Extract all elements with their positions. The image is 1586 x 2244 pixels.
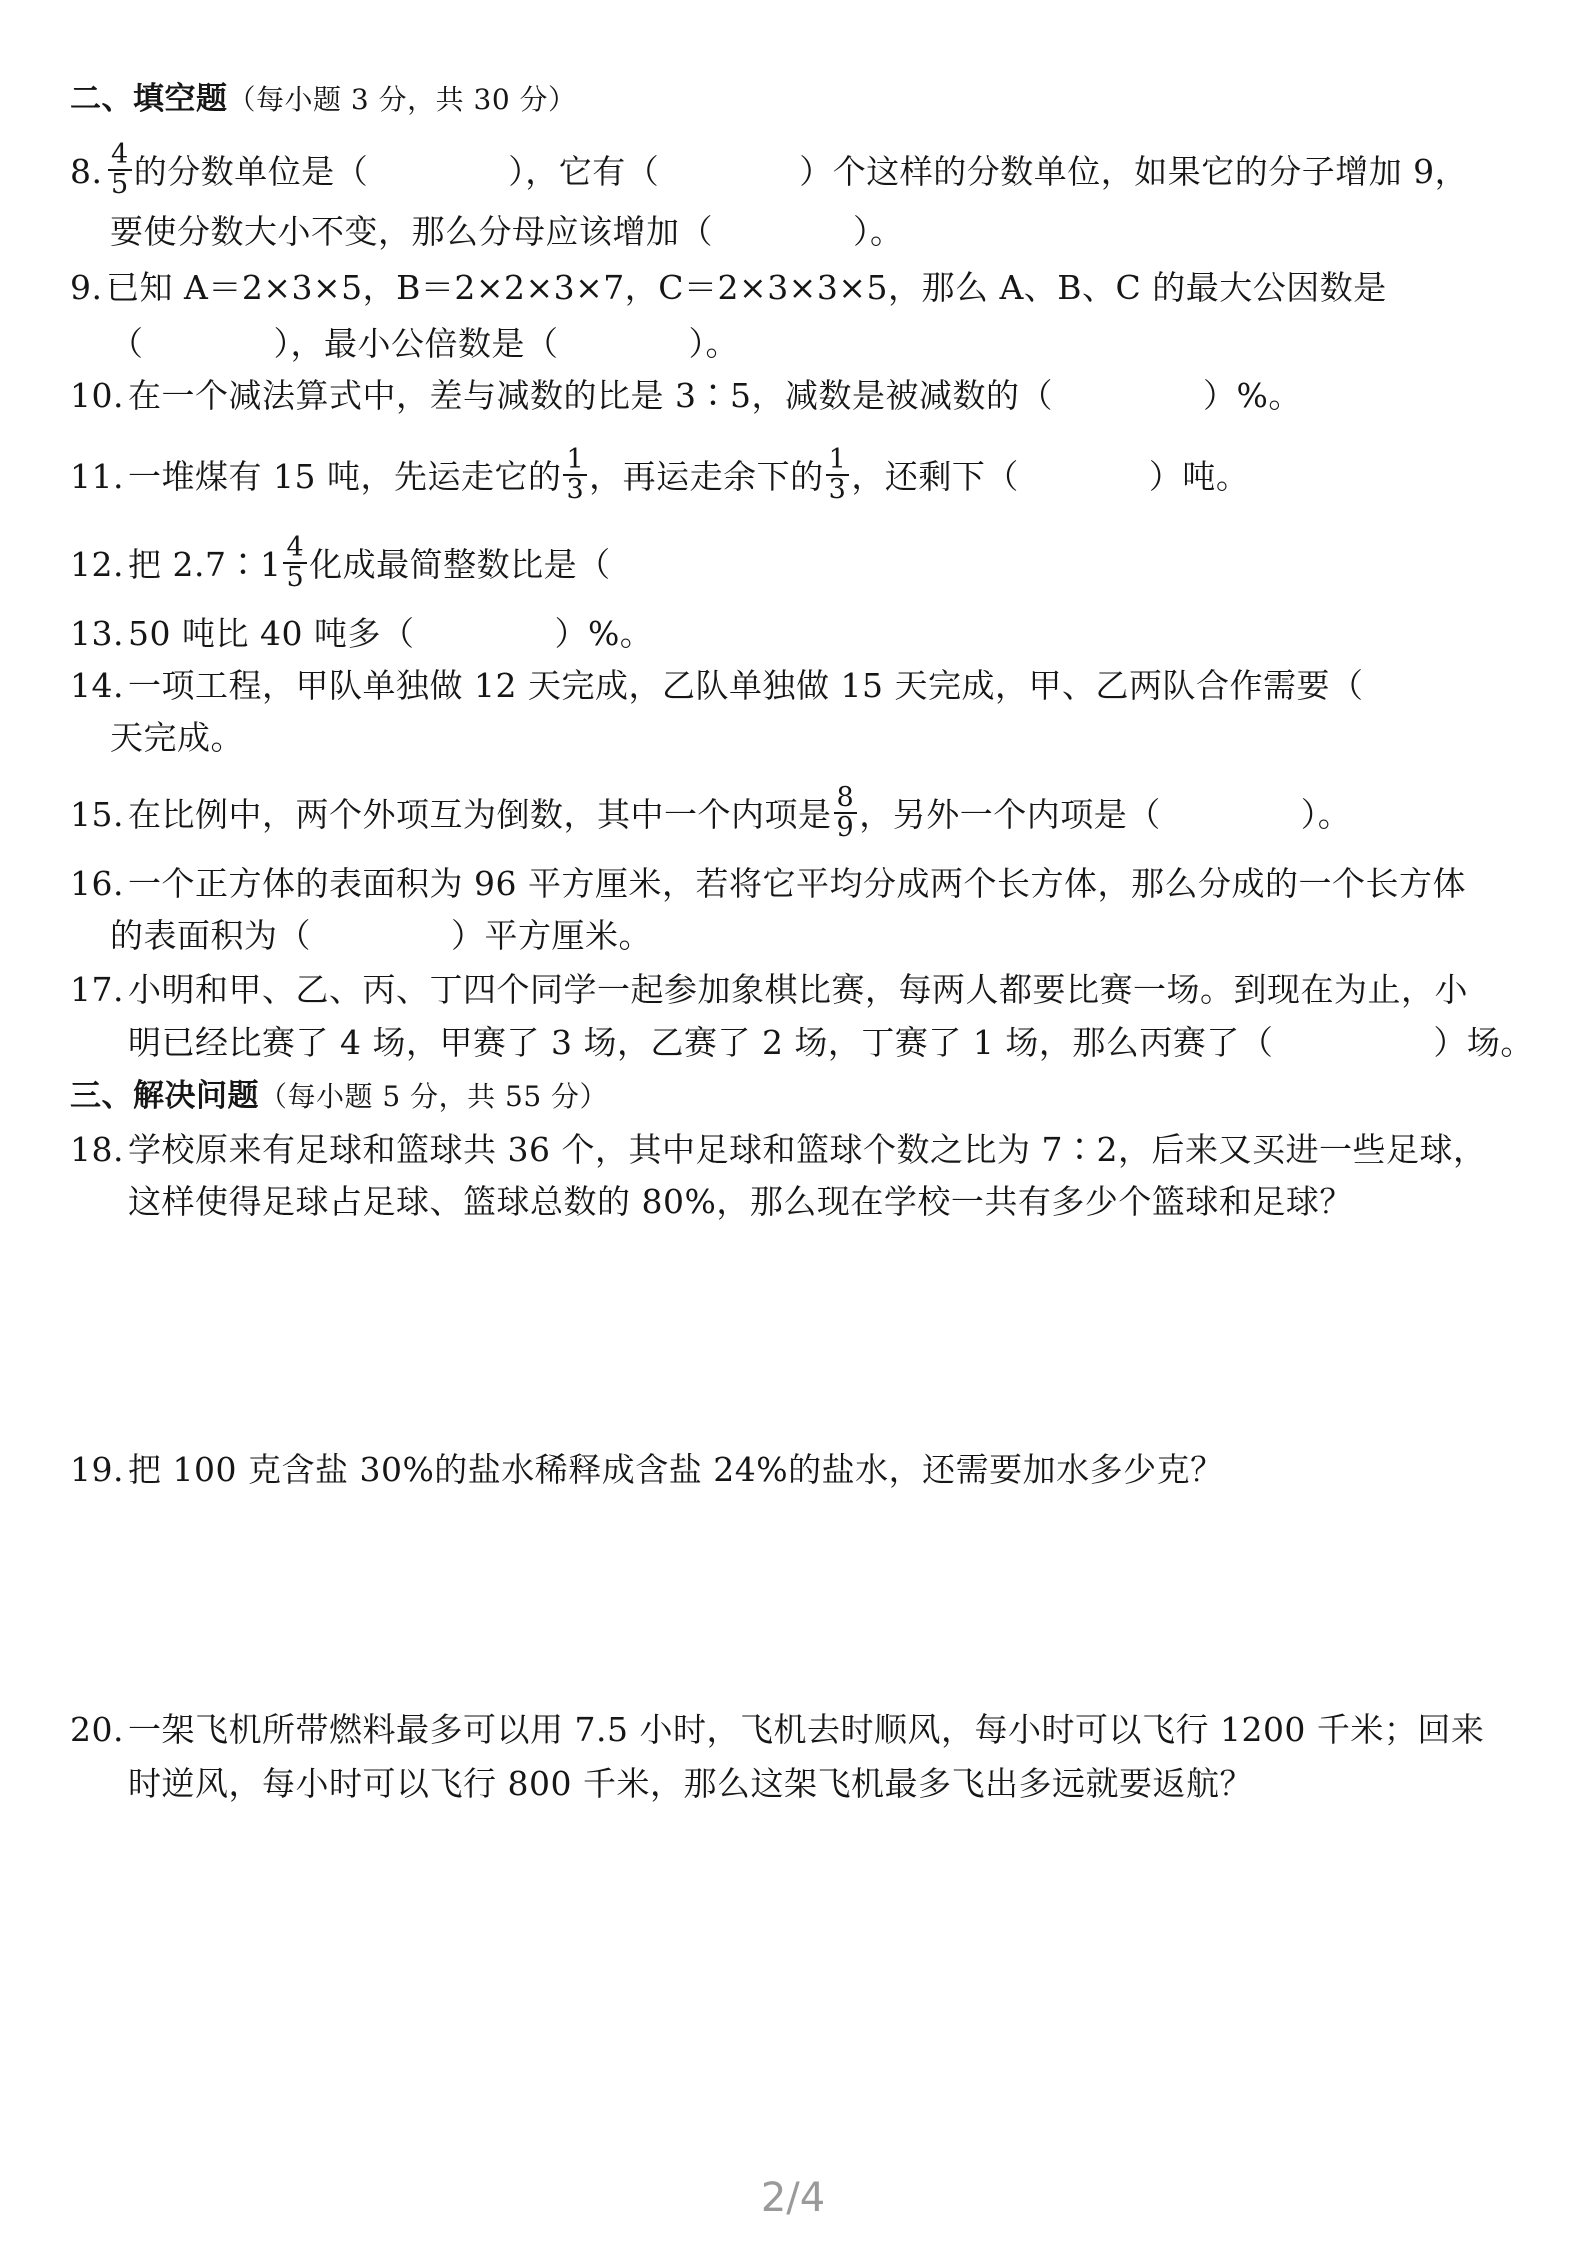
question-text: 一堆煤有 15 吨，先运走它的 xyxy=(128,457,562,496)
question-number: 8. xyxy=(70,152,103,191)
question-text: ，另外一个内项是（ xyxy=(859,795,1161,834)
question-12 xyxy=(70,532,761,596)
question-15 xyxy=(70,782,1352,846)
question-text: 化成最简整数比是（ xyxy=(309,545,611,584)
question-text: 一架飞机所带燃料最多可以用 7.5 小时，飞机去时顺风，每小时可以飞行 1200 千米；回来 xyxy=(128,1710,1485,1749)
question-text: 已知 A＝2×3×5，B＝2×2×3×7，C＝2×3×3×5，那么 A、B、C 的最大公因数是 xyxy=(106,268,1387,307)
question-text: ）平方厘米。 xyxy=(451,916,652,955)
question-text: ）场。 xyxy=(1433,1023,1534,1062)
fraction xyxy=(826,446,850,504)
question-text: ），它有（ xyxy=(508,152,660,191)
question-text: 的分数单位是（ xyxy=(133,152,369,191)
question-number: 11. xyxy=(70,457,124,496)
question-number: 12. xyxy=(70,545,124,584)
question-text: ）吨。 xyxy=(1148,457,1250,496)
fraction xyxy=(563,446,587,504)
question-text: 一项工程，甲队单独做 12 天完成，乙队单独做 15 天完成，甲、乙两队合作需要（ xyxy=(128,666,1364,705)
question-text: 天完成。 xyxy=(110,718,244,757)
question-text: 小明和甲、乙、丙、丁四个同学一起参加象棋比赛，每两人都要比赛一场。到现在为止，小 xyxy=(128,970,1468,1009)
numerator: 8 xyxy=(834,784,858,814)
question-11 xyxy=(70,444,1250,508)
question-text: 这样使得足球占足球、篮球总数的 80%，那么现在学校一共有多少个篮球和足球？ xyxy=(128,1182,1353,1221)
numerator: 4 xyxy=(108,141,132,171)
question-text: ）%。 xyxy=(1202,376,1302,415)
section-3-header xyxy=(70,1074,608,1119)
question-text: ，还剩下（ xyxy=(851,457,1019,496)
question-8-line-1 xyxy=(70,139,1469,203)
numerator: 1 xyxy=(563,446,587,476)
question-text: ），最小公倍数是（ xyxy=(273,324,559,363)
question-number: 10. xyxy=(70,376,124,415)
question-text: 在比例中，两个外项互为倒数，其中一个内项是 xyxy=(128,795,832,834)
section-2-title: 二、填空题 xyxy=(70,81,228,117)
question-text: 的表面积为（ xyxy=(110,916,311,955)
denominator: 5 xyxy=(286,562,305,593)
question-16-line-2 xyxy=(110,914,652,958)
section-3-title: 三、解决问题 xyxy=(70,1078,259,1114)
question-text: 学校原来有足球和篮球共 36 个，其中足球和篮球个数之比为 7∶2，后来又买进一些足球， xyxy=(128,1130,1487,1169)
question-number: 13. xyxy=(70,614,124,653)
section-2-note: （每小题 3 分，共 30 分） xyxy=(227,83,577,116)
question-text: ）。 xyxy=(688,324,739,363)
fraction xyxy=(834,784,858,842)
question-text: 一个正方体的表面积为 96 平方厘米，若将它平均分成两个长方体，那么分成的一个长方体 xyxy=(128,864,1466,903)
fraction xyxy=(283,534,307,592)
question-text: ）%。 xyxy=(554,614,654,653)
denominator: 5 xyxy=(111,169,129,200)
question-text: ）个这样的分数单位，如果它的分子增加 9， xyxy=(799,152,1469,191)
question-number: 17. xyxy=(70,970,124,1009)
question-text: 时逆风，每小时可以飞行 800 千米，那么这架飞机最多飞出多远就要返航？ xyxy=(128,1764,1253,1803)
numerator: 4 xyxy=(283,534,307,564)
question-text: （ xyxy=(110,324,144,363)
question-16-line-1 xyxy=(70,862,1466,906)
question-number: 15. xyxy=(70,795,124,834)
denominator: 3 xyxy=(566,474,585,505)
question-text: 把 100 克含盐 30%的盐水稀释成含盐 24%的盐水，还需要加水多少克？ xyxy=(128,1450,1224,1489)
section-2-header xyxy=(70,77,577,122)
denominator: 9 xyxy=(836,812,855,843)
question-19 xyxy=(70,1448,1224,1492)
denominator: 3 xyxy=(828,474,847,505)
fraction xyxy=(108,141,132,199)
question-18-line-2 xyxy=(128,1180,1353,1224)
question-text: 要使分数大小不变，那么分母应该增加（ xyxy=(110,212,713,251)
question-8-line-2 xyxy=(110,210,904,254)
question-9-line-1 xyxy=(70,266,1387,310)
question-18-line-1 xyxy=(70,1128,1486,1172)
question-text: 在一个减法算式中，差与减数的比是 3∶5，减数是被减数的（ xyxy=(128,376,1053,415)
question-14-line-2 xyxy=(110,716,244,760)
question-20-line-2 xyxy=(128,1762,1253,1806)
numerator: 1 xyxy=(826,446,850,476)
question-text: ）。 xyxy=(1300,795,1352,834)
question-13 xyxy=(70,612,653,656)
question-17-line-1 xyxy=(70,968,1468,1012)
question-text: 把 2.7∶1 xyxy=(128,545,282,584)
question-20-line-1 xyxy=(70,1708,1484,1752)
question-number: 20. xyxy=(70,1710,124,1749)
question-number: 16. xyxy=(70,864,124,903)
question-text: 明已经比赛了 4 场，甲赛了 3 场，乙赛了 2 场，丁赛了 1 场，那么丙赛了（ xyxy=(128,1023,1274,1062)
question-number: 18. xyxy=(70,1130,124,1169)
page-indicator: 2/4 xyxy=(760,2175,826,2221)
question-text: ，再运走余下的 xyxy=(589,457,824,496)
question-number: 19. xyxy=(70,1450,124,1489)
question-number: 14. xyxy=(70,666,124,705)
question-9-line-2 xyxy=(110,322,739,366)
question-text: ）。 xyxy=(853,212,904,251)
question-14-line-1 xyxy=(70,664,1483,708)
section-3-note: （每小题 5 分，共 55 分） xyxy=(259,1080,609,1113)
question-number: 9. xyxy=(70,268,103,307)
question-17-line-2 xyxy=(128,1021,1534,1065)
question-text: 50 吨比 40 吨多（ xyxy=(128,614,415,653)
question-10 xyxy=(70,374,1302,418)
